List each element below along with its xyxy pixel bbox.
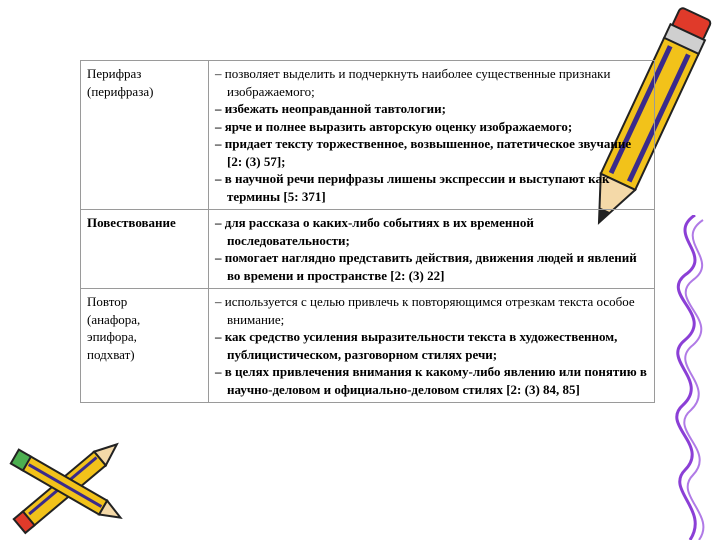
definition-item: – используется с целью привлечь к повторяющимся отрезкам текста особое внимание;	[215, 294, 635, 327]
definition-cell	[209, 210, 655, 289]
squiggle-line-icon	[655, 215, 720, 540]
definition-item: – ярче и полнее выразить авторскую оценку изображаемого;	[215, 118, 573, 134]
definition-item: – в научной речи перифразы лишены экспрессии и выступают как термины [5: 371]	[215, 171, 610, 204]
definition-item: – избежать неоправданной тавтологии;	[215, 101, 446, 116]
terms-table	[80, 60, 655, 403]
definition-item: – для рассказа о каких-либо событиях в их временной последовательности;	[215, 215, 534, 248]
definition-item: – как средство усиления выразительности текста в художественном, публицистическом, разговорном стилях речи;	[215, 329, 618, 362]
table-row	[81, 61, 655, 210]
definition-item: – позволяет выделить и подчеркнуть наиболее существенные признаки изображаемого;	[215, 66, 611, 99]
table-row	[81, 210, 655, 289]
term-cell: Повествование	[81, 210, 209, 289]
definition-item: – помогает наглядно представить действия, движения людей и явлений во времени и пространстве [2: (3) 22]	[215, 250, 637, 283]
terms-table-body	[81, 61, 655, 403]
term-cell: Повтор (анафора, эпифора, подхват)	[81, 289, 209, 403]
definition-item: – в целях привлечения внимания к какому-либо явлению или понятию в научно-деловом и официально-деловом стилях [2: (3) 84, 85]	[215, 364, 647, 397]
table-row	[81, 289, 655, 403]
definition-cell	[209, 61, 655, 210]
definition-cell	[209, 289, 655, 403]
definition-item: – придает тексту торжественное, возвышенное, патетическое звучание [2: (3) 57];	[215, 136, 632, 169]
crossed-pencils-icon	[0, 425, 140, 540]
term-cell: Перифраз (перифраза)	[81, 61, 209, 210]
